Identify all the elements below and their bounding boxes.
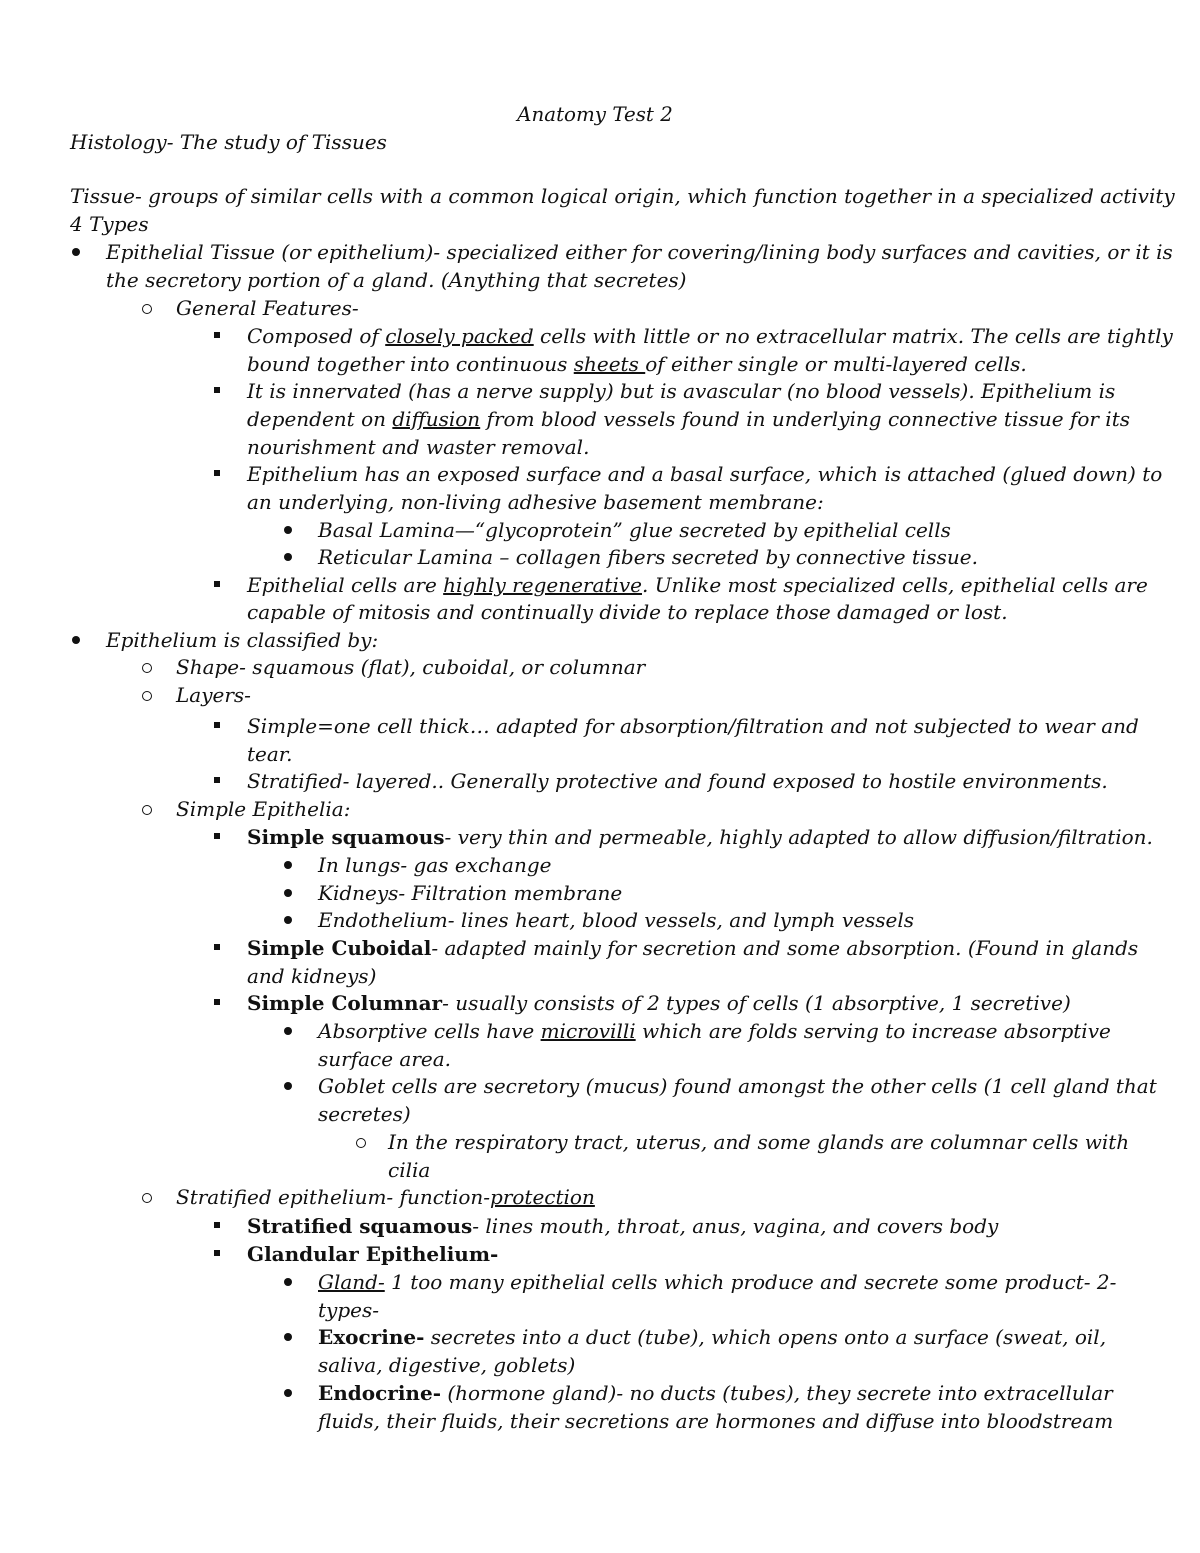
text: Absorptive cells have xyxy=(318,1019,541,1043)
bullet-disc-icon xyxy=(284,1027,292,1035)
gland-line xyxy=(318,1268,1116,1296)
underlined-term: diffusion xyxy=(392,407,481,431)
underlined-term: sheets xyxy=(573,352,646,376)
bullet-square-icon xyxy=(214,581,220,587)
general-features-heading: General Features- xyxy=(176,296,359,320)
classified-heading: Epithelium is classified by: xyxy=(106,628,379,652)
bullet-square-icon xyxy=(214,833,220,839)
text: Epithelial cells are xyxy=(247,573,444,597)
underlined-term: highly regenerative xyxy=(443,573,642,597)
shape-line: Shape- squamous (flat), cuboidal, or columnar xyxy=(176,655,646,679)
bullet-disc-icon xyxy=(284,526,292,534)
stratified-layer: Stratified- layered.. Generally protective and found exposed to hostile environments. xyxy=(247,769,1108,793)
simple-cuboidal xyxy=(247,934,1138,962)
bullet-circle-icon xyxy=(142,691,152,701)
kidneys-line: Kidneys- Filtration membrane xyxy=(318,881,623,905)
underlined-term: Gland- xyxy=(318,1270,385,1294)
simple-cuboidal-cont: and kidneys) xyxy=(247,964,377,988)
bullet-circle-icon xyxy=(142,663,152,673)
feature-exposed-surface: Epithelium has an exposed surface and a basal surface, which is attached (glued down) to xyxy=(247,462,1163,486)
epithelial-tissue-label-cont: the secretory portion of a gland. (Anything that secretes) xyxy=(106,268,687,292)
text: - usually consists of 2 types of cells (1 absorptive, 1 secretive) xyxy=(442,991,1071,1015)
histology-line: Histology- The study of Tissues xyxy=(70,130,387,154)
bullet-circle-icon xyxy=(142,304,152,314)
text: cells with little or no extracellular matrix. The cells are tightly xyxy=(533,324,1173,348)
respiratory-tract-cont: cilia xyxy=(388,1158,431,1182)
simple-layer: Simple=one cell thick… adapted for absorption/filtration and not subjected to wear and xyxy=(247,714,1139,738)
bold-term: Simple Columnar xyxy=(247,991,443,1015)
text: - lines mouth, throat, anus, vagina, and covers body xyxy=(472,1214,999,1238)
feature-regenerative-cont: capable of mitosis and continually divide to replace those damaged or lost. xyxy=(247,600,1008,624)
exocrine-line xyxy=(318,1323,1106,1351)
tissue-definition: Tissue- groups of similar cells with a common logical origin, which function together in a specialized activity xyxy=(70,184,1175,208)
page-title: Anatomy Test 2 xyxy=(517,102,673,126)
bullet-square-icon xyxy=(214,332,220,338)
bullet-square-icon xyxy=(214,722,220,728)
bold-term: Endocrine- xyxy=(318,1381,441,1405)
bullet-square-icon xyxy=(214,1250,220,1256)
bold-term: Simple Cuboidal xyxy=(247,936,432,960)
simple-columnar xyxy=(247,989,1071,1017)
epithelial-tissue-label: Epithelial Tissue (or epithelium)- specialized either for covering/lining body surfaces and cavities, or it is xyxy=(106,240,1173,264)
text: dependent on xyxy=(247,407,393,431)
feature-exposed-surface-cont: an underlying, non-living adhesive basement membrane: xyxy=(247,490,824,514)
text: which are folds serving to increase absorptive xyxy=(635,1019,1111,1043)
stratified-epithelium xyxy=(176,1183,595,1211)
feature-innervated-cont xyxy=(247,405,1130,433)
simple-layer-cont: tear. xyxy=(247,742,293,766)
bullet-disc-icon xyxy=(284,916,292,924)
text: from blood vessels found in underlying connective tissue for its xyxy=(480,407,1130,431)
underlined-term: protection xyxy=(490,1185,595,1209)
bold-term: Exocrine- xyxy=(318,1325,425,1349)
absorptive-cells xyxy=(318,1017,1111,1045)
goblet-cells: Goblet cells are secretory (mucus) found amongst the other cells (1 cell gland that xyxy=(318,1074,1157,1098)
basal-lamina: Basal Lamina—“glycoprotein” glue secreted by epithelial cells xyxy=(318,518,951,542)
text: - very thin and permeable, highly adapted to allow diffusion/filtration. xyxy=(444,825,1153,849)
text: . Unlike most specialized cells, epithelial cells are xyxy=(641,573,1148,597)
text: Stratified epithelium- function- xyxy=(176,1185,491,1209)
feature-regenerative xyxy=(247,571,1148,599)
text: 1 too many epithelial cells which produce and secrete some product- 2- xyxy=(384,1270,1117,1294)
bullet-square-icon xyxy=(214,999,220,1005)
bullet-disc-icon xyxy=(284,553,292,561)
bullet-disc-icon xyxy=(284,1389,292,1397)
endocrine-line xyxy=(318,1379,1113,1407)
bold-term: Simple squamous xyxy=(247,825,445,849)
underlined-term: closely packed xyxy=(385,324,534,348)
bullet-circle-icon xyxy=(142,1193,152,1203)
bullet-circle-icon xyxy=(356,1138,366,1148)
bullet-disc-icon xyxy=(284,861,292,869)
simple-squamous xyxy=(247,823,1153,851)
respiratory-tract: In the respiratory tract, uterus, and some glands are columnar cells with xyxy=(388,1130,1130,1154)
bold-term: Stratified squamous xyxy=(247,1214,473,1238)
bullet-square-icon xyxy=(214,1222,220,1228)
text: Composed of xyxy=(247,324,386,348)
bullet-disc-icon xyxy=(72,248,80,256)
simple-epithelia-heading: Simple Epithelia: xyxy=(176,797,351,821)
feature-innervated: It is innervated (has a nerve supply) but is avascular (no blood vessels). Epithelium is xyxy=(247,379,1116,403)
text: secretes into a duct (tube), which opens onto a surface (sweat, oil, xyxy=(424,1325,1107,1349)
endocrine-line-cont: fluids, their fluids, their secretions are hormones and diffuse into bloodstream xyxy=(318,1409,1114,1433)
bullet-circle-icon xyxy=(142,805,152,815)
text: (hormone gland)- no ducts (tubes), they secrete into extracellular xyxy=(441,1381,1113,1405)
feature-closely-packed xyxy=(247,322,1173,350)
feature-closely-packed-cont xyxy=(247,350,1027,378)
lungs-line: In lungs- gas exchange xyxy=(318,853,552,877)
exocrine-line-cont: saliva, digestive, goblets) xyxy=(318,1353,576,1377)
text: - adapted mainly for secretion and some absorption. (Found in glands xyxy=(431,936,1139,960)
bullet-disc-icon xyxy=(284,1082,292,1090)
feature-innervated-cont2: nourishment and waster removal. xyxy=(247,435,590,459)
goblet-cells-cont: secretes) xyxy=(318,1102,411,1126)
bullet-square-icon xyxy=(214,387,220,393)
absorptive-cells-cont: surface area. xyxy=(318,1047,452,1071)
bullet-disc-icon xyxy=(72,636,80,644)
bullet-square-icon xyxy=(214,470,220,476)
bullet-disc-icon xyxy=(284,1278,292,1286)
types-heading: 4 Types xyxy=(70,212,149,236)
underlined-term: microvilli xyxy=(540,1019,636,1043)
text: of either single or multi-layered cells. xyxy=(645,352,1027,376)
glandular-epithelium xyxy=(247,1240,498,1268)
bullet-disc-icon xyxy=(284,1333,292,1341)
text: bound together into continuous xyxy=(247,352,574,376)
bold-term: Glandular Epithelium- xyxy=(247,1242,499,1266)
layers-heading: Layers- xyxy=(176,683,251,707)
endothelium-line: Endothelium- lines heart, blood vessels, and lymph vessels xyxy=(318,908,915,932)
bullet-disc-icon xyxy=(284,889,292,897)
gland-line-cont: types- xyxy=(318,1298,379,1322)
reticular-lamina: Reticular Lamina – collagen fibers secreted by connective tissue. xyxy=(318,545,978,569)
stratified-squamous xyxy=(247,1212,998,1240)
bullet-square-icon xyxy=(214,944,220,950)
bullet-square-icon xyxy=(214,777,220,783)
